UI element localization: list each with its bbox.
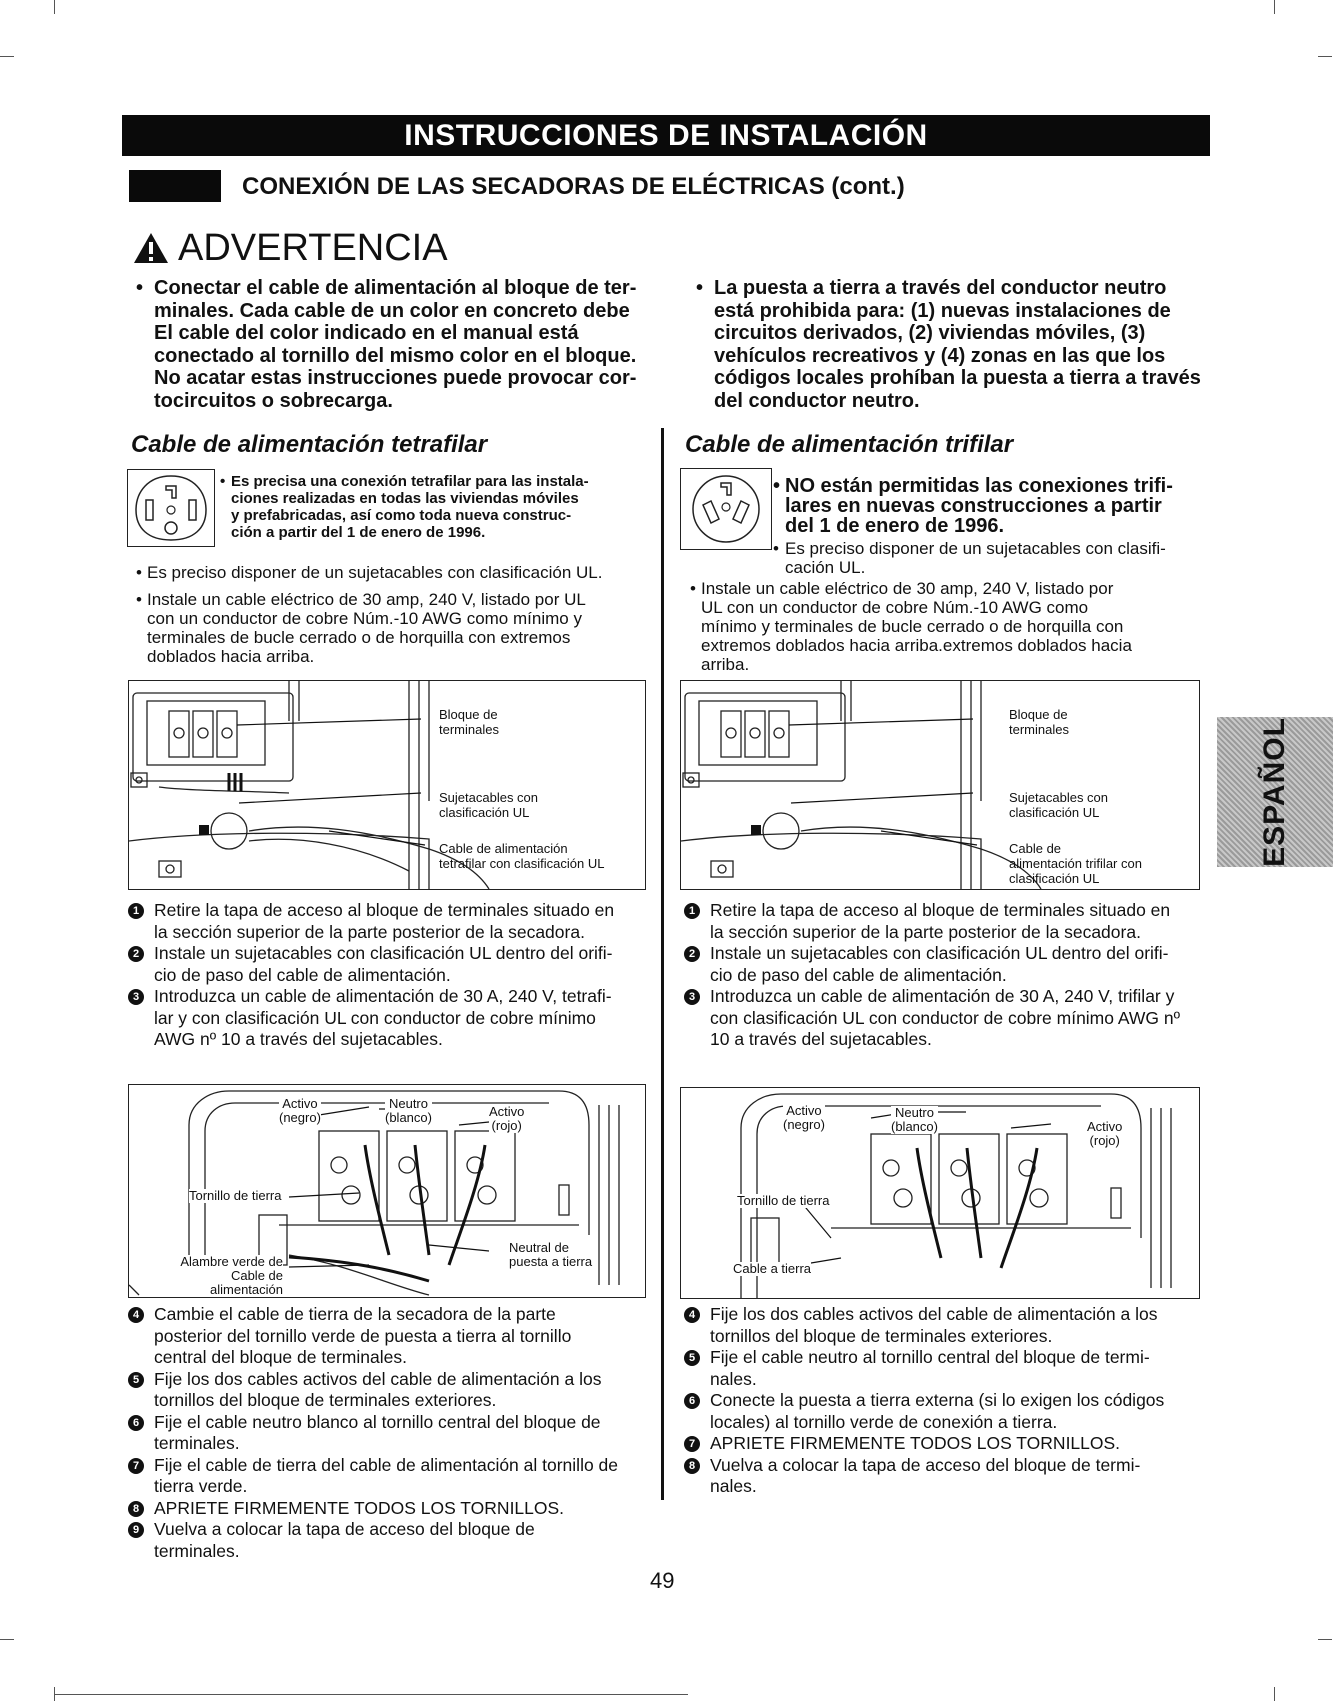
- terminal-block-figure-three-wire: Bloque de terminales Sujetacables con clasificación UL Cable de alimentación trifilar con clasificación UL: [680, 680, 1200, 890]
- left-steps-1-3: [128, 900, 658, 1051]
- step-item: 3 Introduzca un cable de alimentación de 30 A, 240 V, tetrafi- lar y con clasificación UL con conductor de cobre mínimo AWG nº 10 a través del sujetacables.: [128, 986, 658, 1051]
- three-wire-note-sub: • Es preciso disponer de un sujetacables con clasifi- cación UL.: [773, 539, 1166, 577]
- crop-mark: [54, 0, 55, 14]
- step-item: 9 Vuelva a colocar la tapa de acceso del bloque de terminales.: [128, 1519, 658, 1562]
- label-strain-relief: Sujetacables con: [1009, 790, 1109, 805]
- step-item: 6 Fije el cable neutro blanco al tornillo central del bloque de terminales.: [128, 1412, 658, 1455]
- label-neutral-white: Neutro: [388, 1096, 428, 1111]
- crop-mark: [1274, 0, 1275, 14]
- column-divider: [661, 428, 664, 1500]
- label-hot-red: Activo: [489, 1104, 525, 1119]
- warning-right: • La puesta a tierra a través del conductor neutro está prohibida para: (1) nuevas instalaciones de circuitos derivados, (2) viviendas móviles, (3) vehículos recreativos y (4) zonas en las que los códigos locales prohíban la puesta a tierra a través del conductor neutro.: [696, 277, 1201, 412]
- page-banner: INSTRUCCIONES DE INSTALACIÓN: [122, 115, 1210, 156]
- step-item: 1 Retire la tapa de acceso al bloque de terminales situado en la sección superior de la parte posterior de la secadora.: [684, 900, 1214, 943]
- step-item: 7 APRIETE FIRMEMENTE TODOS LOS TORNILLOS.: [684, 1433, 1214, 1455]
- label-green-wire: Alambre verde de: [180, 1254, 283, 1269]
- terminal-block-figure-four-wire: Bloque de terminales Sujetacables con clasificación UL Cable de alimentación tetrafilar con clasificación UL: [128, 680, 646, 890]
- three-prong-receptacle-icon: [680, 468, 772, 550]
- bottom-rule: [54, 1694, 688, 1695]
- warning-title: ADVERTENCIA: [178, 227, 448, 269]
- label-terminal-block: Bloque de: [1009, 707, 1068, 722]
- label-hot-black: Activo: [786, 1103, 822, 1118]
- crop-mark: [1318, 1639, 1332, 1640]
- label-ground-screw: Tornillo de tierra: [737, 1193, 830, 1208]
- right-steps-1-3: [684, 900, 1214, 1051]
- step-item: 5 Fije los dos cables activos del cable de alimentación a los tornillos del bloque de terminales exteriores.: [128, 1369, 658, 1412]
- label-ground-screw: Tornillo de tierra: [189, 1188, 282, 1203]
- label-power-cord: Cable de alimentación: [439, 841, 568, 856]
- left-column-title: Cable de alimentación tetrafilar: [131, 431, 488, 458]
- right-bullet-cable: • Instale un cable eléctrico de 30 amp, 240 V, listado por UL con un conductor de cobre Núm.-10 AWG como mínimo y terminales de bucle cerrado o de horquilla con extremos doblados hacia arriba.extremos doblados hacia arriba.: [690, 579, 1132, 674]
- step-item: 4 Fije los dos cables activos del cable de alimentación a los tornillos del bloque de terminales exteriores.: [684, 1304, 1214, 1347]
- step-item: 5 Fije el cable neutro al tornillo central del bloque de termi- nales.: [684, 1347, 1214, 1390]
- step-item: 2 Instale un sujetacables con clasificación UL dentro del orifi- cio de paso del cable de alimentación.: [684, 943, 1214, 986]
- four-wire-note: • Es precisa una conexión tetrafilar para las instala- ciones realizadas en todas las viviendas móviles y prefabricadas, así como toda nueva construc- ción a partir del 1 de enero de 1996.: [220, 473, 589, 541]
- right-steps-4-8: [684, 1304, 1214, 1498]
- language-tab-label: ESPAÑOL: [1258, 717, 1292, 867]
- step-item: 4 Cambie el cable de tierra de la secadora de la parte posterior del tornillo verde de puesta a tierra al tornillo central del bloque de terminales.: [128, 1304, 658, 1369]
- step-item: 8 Vuelva a colocar la tapa de acceso del bloque de termi- nales.: [684, 1455, 1214, 1498]
- step-item: 2 Instale un sujetacables con clasificación UL dentro del orifi- cio de paso del cable de alimentación.: [128, 943, 658, 986]
- warning-heading: [132, 226, 448, 270]
- left-bullet-strain-relief: • Es preciso disponer de un sujetacables con clasificación UL.: [136, 563, 603, 582]
- left-steps-4-9: [128, 1304, 658, 1562]
- four-prong-receptacle-icon: [127, 469, 215, 547]
- label-hot-black: Activo: [282, 1096, 318, 1111]
- crop-mark: [0, 56, 14, 57]
- three-wire-note: • NO están permitidas las conexiones trifi- lares en nuevas construcciones a partir del 1 de enero de 1996.: [773, 475, 1173, 537]
- crop-mark: [1318, 56, 1332, 57]
- step-item: 6 Conecte la puesta a tierra externa (si lo exigen los códigos locales) al tornillo verde de conexión a tierra.: [684, 1390, 1214, 1433]
- warning-left: • Conectar el cable de alimentación al bloque de ter- minales. Cada cable de un color en concreto debe El cable del color indicado en el manual está conectado al tornillo del mismo color en el bloque. No acatar estas instrucciones puede provocar cor- tocircuitos o sobrecarga.: [136, 277, 637, 412]
- section-title: CONEXIÓN DE LAS SECADORAS DE ELÉCTRICAS (cont.): [242, 173, 905, 200]
- step-item: 1 Retire la tapa de acceso al bloque de terminales situado en la sección superior de la parte posterior de la secadora.: [128, 900, 658, 943]
- label-neutral-white: Neutro: [894, 1105, 934, 1120]
- label-terminal-block: Bloque de: [439, 707, 498, 722]
- label-power-cord: Cable de: [1009, 841, 1062, 856]
- label-ground-cable: Cable a tierra: [733, 1261, 812, 1276]
- warning-triangle-icon: [132, 231, 170, 265]
- label-neutral-ground: Neutral de: [509, 1240, 569, 1255]
- label-strain-relief: Sujetacables con: [439, 790, 539, 805]
- wiring-figure-three-wire: Activo (negro) Neutro (blanco) Activo (rojo) Tornillo de tierra Cable a tierra: [680, 1087, 1200, 1299]
- label-hot-red: Activo: [1087, 1119, 1123, 1134]
- crop-mark: [1274, 1687, 1275, 1701]
- wiring-figure-four-wire: Activo (negro) Neutro (blanco) Activo (rojo) Tornillo de tierra Neutral de puesta a tierra Alambre verde de Cable de alimentación: [128, 1084, 646, 1298]
- page-number: 49: [650, 1568, 675, 1593]
- right-column-title: Cable de alimentación trifilar: [685, 431, 1014, 458]
- language-tab: [1217, 717, 1333, 867]
- step-item: 7 Fije el cable de tierra del cable de alimentación al tornillo de tierra verde.: [128, 1455, 658, 1498]
- left-bullet-cable: • Instale un cable eléctrico de 30 amp, 240 V, listado por UL con un conductor de cobre Núm.-10 AWG como mínimo y terminales de bucle cerrado o de horquilla con extremos doblados hacia arriba.: [136, 590, 586, 666]
- step-item: 3 Introduzca un cable de alimentación de 30 A, 240 V, trifilar y con clasificación UL con conductor de cobre mínimo AWG nº 10 a través del sujetacables.: [684, 986, 1214, 1051]
- crop-mark: [0, 1639, 14, 1640]
- step-item: 8 APRIETE FIRMEMENTE TODOS LOS TORNILLOS.: [128, 1498, 658, 1520]
- section-marker: [129, 170, 221, 202]
